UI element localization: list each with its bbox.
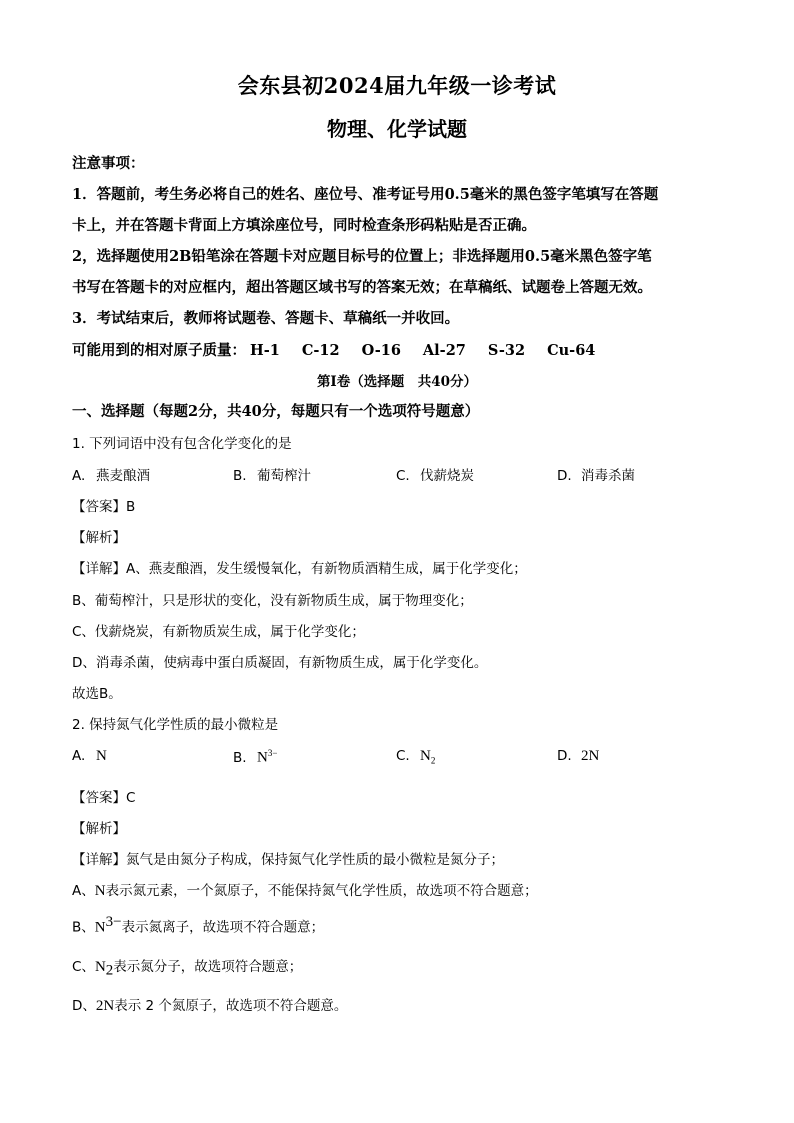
atomic-mass-item: S-32 — [487, 342, 526, 359]
atomic-mass-item: Al-27 — [422, 342, 466, 359]
notice-item-2-line-1: 2，选择题使用2B铅笔涂在答题卡对应题目标号的位置上；非选择题用0.5毫米黑色签字笔 — [72, 248, 652, 265]
question-1-answer: 【答案】B — [72, 499, 136, 515]
question-1-detail: 【详解】A、燕麦酿酒，发生缓慢氧化，有新物质酒精生成，属于化学变化； — [72, 561, 527, 577]
question-2-detail-b: B、$N^{3-}$表示氮离子，故选项不符合题意； — [72, 914, 325, 936]
notice-item-2-line-2: 书写在答题卡的对应框内，超出答题区域书写的答案无效；在草稿纸、试题卷上答题无效。 — [72, 279, 652, 296]
question-1-detail-b: B、葡萄榨汁，只是形状的变化，没有新物质生成，属于物理变化； — [72, 593, 473, 609]
atomic-mass-label: 可能用到的相对原子质量： — [72, 342, 246, 359]
exam-subtitle: 物理、化学试题 — [327, 117, 467, 141]
question-2-detail-d: D、2N表示 2 个氮原子，故选项不符合题意。 — [72, 998, 348, 1014]
question-2-detail: 【详解】氮气是由氮分子构成，保持氮气化学性质的最小微粒是氮分子； — [72, 852, 504, 868]
notice-item-1-line-1: 1．答题前，考生务必将自己的姓名、座位号、准考证号用0.5毫米的黑色签字笔填写在答题 — [72, 186, 659, 203]
question-1-option-a: A. 燕麦酿酒 — [72, 468, 150, 484]
part-one-heading: 一、选择题（每题2分，共40分，每题只有一个选项符号题意） — [72, 403, 480, 420]
question-2-option-b: B. $N^{3-}$ — [233, 748, 278, 766]
exam-title: 会东县初2024届九年级一诊考试 — [237, 73, 557, 98]
question-1-detail-c: C、伐薪烧炭，有新物质炭生成，属于化学变化； — [72, 624, 365, 640]
section-heading: 第Ⅰ卷（选择题 共40分） — [316, 374, 478, 390]
question-1-option-b: B. 葡萄榨汁 — [233, 468, 311, 484]
question-2-option-a: A. N — [72, 748, 107, 764]
question-1-analysis-label: 【解析】 — [72, 530, 126, 546]
question-1-option-d: D. 消毒杀菌 — [557, 468, 635, 484]
question-2-detail-c: C、$N_2$表示氮分子，故选项符合题意； — [72, 959, 303, 979]
atomic-mass-line — [72, 339, 617, 360]
question-2-stem: 2. 保持氮气化学性质的最小微粒是 — [72, 717, 279, 733]
question-2-answer: 【答案】C — [72, 790, 136, 806]
question-2-option-d: D. 2N — [557, 748, 600, 764]
question-1-conclusion: 故选B。 — [72, 686, 122, 702]
question-2-option-c: C. $N_2$ — [396, 748, 436, 766]
atomic-mass-item: Cu-64 — [547, 342, 596, 359]
notice-item-3: 3．考试结束后，教师将试题卷、答题卡、草稿纸一并收回。 — [72, 310, 460, 327]
notice-item-1-line-2: 卡上，并在答题卡背面上方填涂座位号，同时检查条形码粘贴是否正确。 — [72, 217, 536, 234]
atomic-mass-item: H-1 — [250, 342, 280, 359]
question-2-detail-a: A、N表示氮元素，一个氮原子，不能保持氮气化学性质，故选项不符合题意； — [72, 883, 538, 899]
question-1-option-c: C. 伐薪烧炭 — [396, 468, 474, 484]
atomic-mass-item: C-12 — [301, 342, 340, 359]
question-1-detail-d: D、消毒杀菌，使病毒中蛋白质凝固，有新物质生成，属于化学变化。 — [72, 655, 488, 671]
question-2-analysis-label: 【解析】 — [72, 821, 126, 837]
notice-heading: 注意事项： — [72, 155, 145, 172]
question-1-stem: 1. 下列词语中没有包含化学变化的是 — [72, 436, 292, 452]
atomic-mass-item: O-16 — [361, 342, 401, 359]
